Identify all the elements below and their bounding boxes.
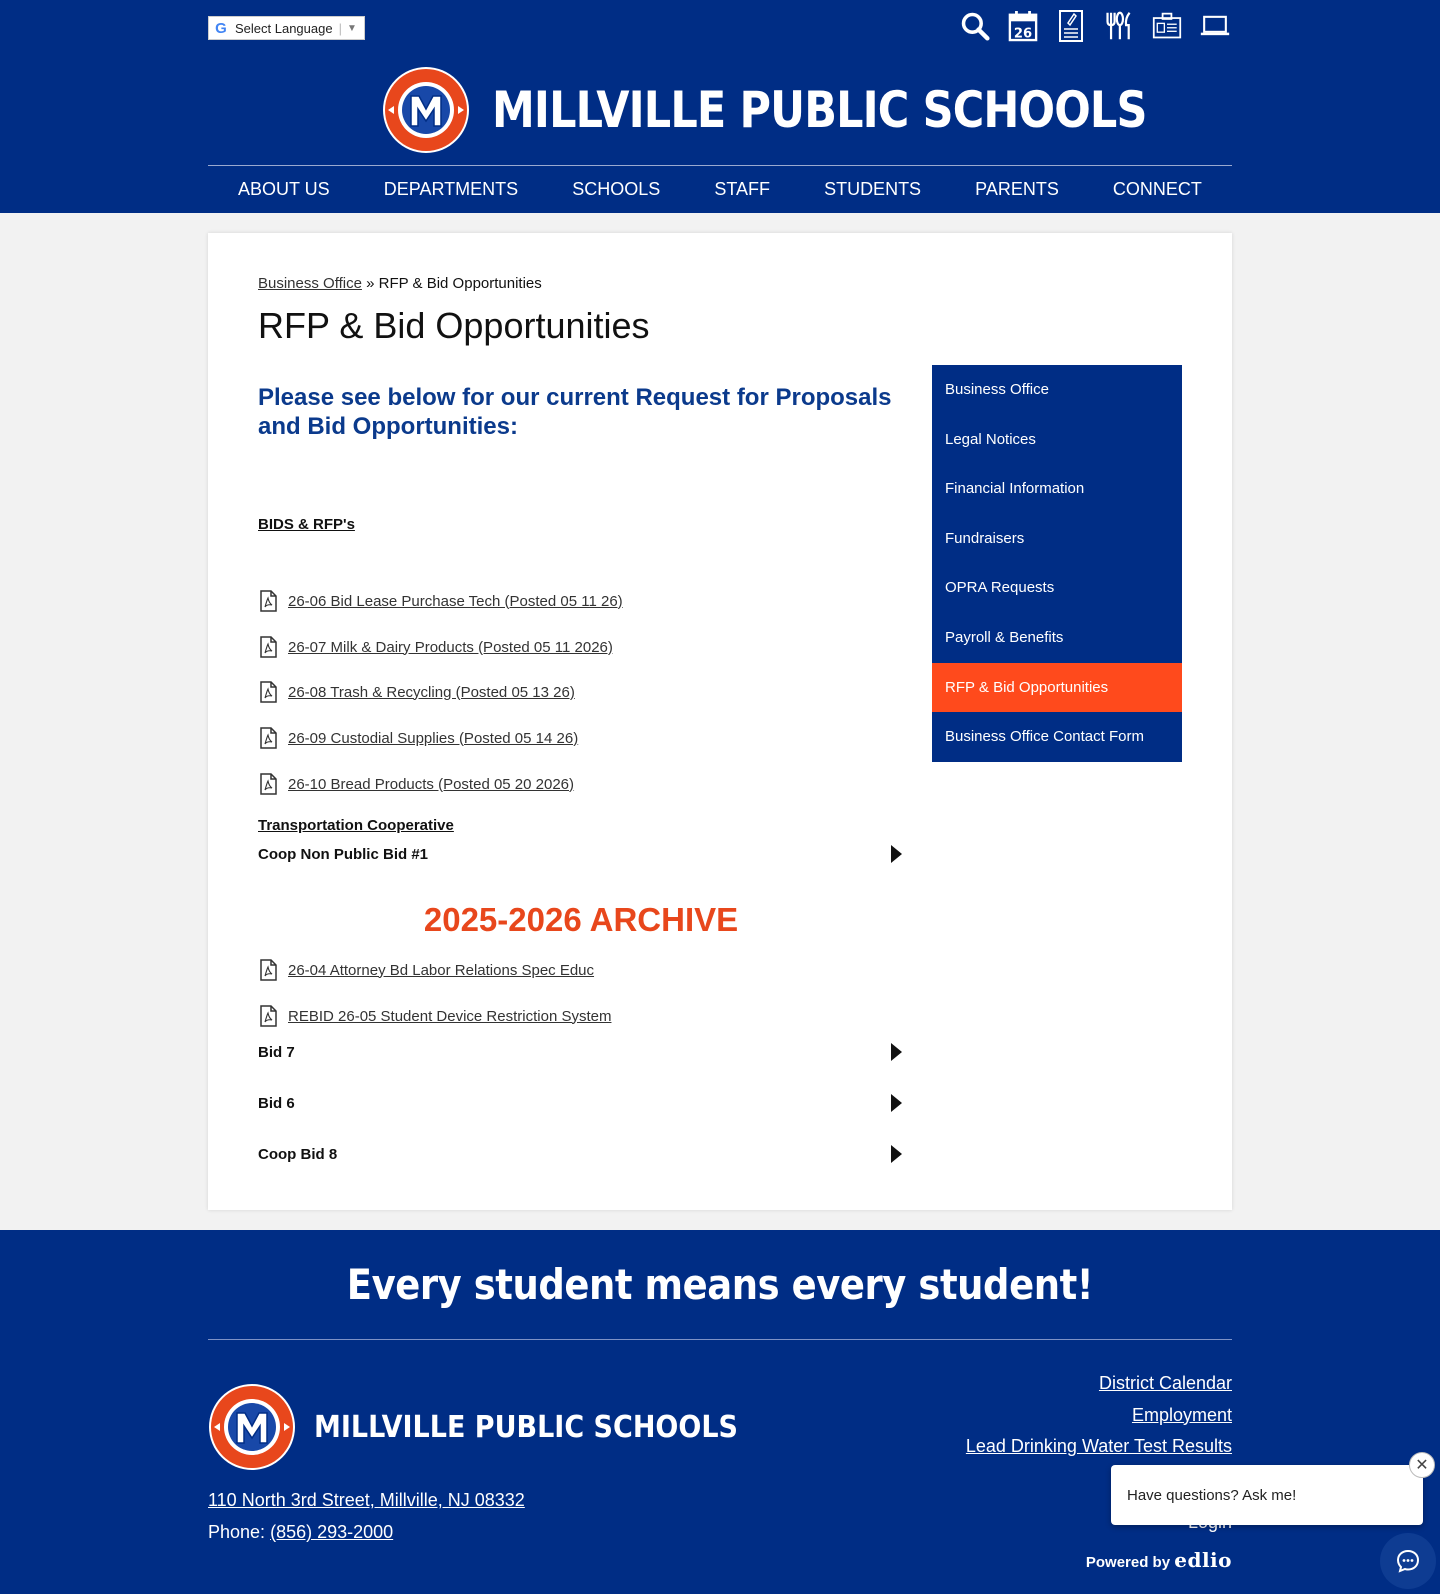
intro-heading: Please see below for our current Request for Proposals and Bid Opportunities: <box>258 384 892 440</box>
breadcrumb-separator: » <box>366 275 375 292</box>
pdf-icon <box>258 773 278 795</box>
site-brand[interactable] <box>382 66 1253 154</box>
chat-bubble-icon <box>1395 1548 1421 1574</box>
accordion-label: Coop Non Public Bid #1 <box>258 845 429 863</box>
subnav-item-financial-information[interactable]: Financial Information <box>945 480 1085 498</box>
subnav-item-payroll-benefits[interactable]: Payroll & Benefits <box>945 628 1064 646</box>
subnav-item-fundraisers[interactable]: Fundraisers <box>945 529 1025 547</box>
quick-links <box>960 8 1230 44</box>
bid-document-link[interactable]: 26-06 Bid Lease Purchase Tech (Posted 05 11 26) <box>288 592 623 610</box>
breadcrumb-current: RFP & Bid Opportunities <box>378 275 542 292</box>
language-select-divider: | <box>338 20 342 36</box>
pdf-icon <box>258 590 278 612</box>
page-title: RFP & Bid Opportunities <box>258 305 650 346</box>
pdf-icon <box>258 681 278 703</box>
footer-phone <box>208 1522 393 1543</box>
laptop-icon[interactable] <box>1200 8 1230 44</box>
document-link-item <box>258 1005 611 1027</box>
chat-prompt-text: Have questions? Ask me! <box>1127 1486 1297 1504</box>
accordion-bid-6[interactable] <box>258 1094 904 1112</box>
subnav-item-opra-requests[interactable]: OPRA Requests <box>945 579 1055 597</box>
footer-tagline: Every student means every student! <box>346 1260 1094 1309</box>
accordion-coop-bid-8[interactable] <box>258 1145 904 1163</box>
calendar-day: 26 <box>1013 26 1033 42</box>
nav-item-staff[interactable]: STAFF <box>714 179 770 199</box>
section-subnav <box>932 365 1182 762</box>
language-select[interactable] <box>208 16 365 40</box>
chat-prompt-bubble[interactable] <box>1111 1465 1423 1525</box>
subnav-item-rfp-bid-opportunities[interactable]: RFP & Bid Opportunities <box>932 663 1182 713</box>
caret-right-icon <box>891 1094 902 1112</box>
nav-item-parents[interactable]: PARENTS <box>975 179 1059 199</box>
document-link-item <box>258 590 623 612</box>
address-link[interactable]: 110 North 3rd Street, Millville, NJ 08332 <box>208 1490 525 1510</box>
document-link-item <box>258 727 578 749</box>
search-icon[interactable] <box>960 8 990 44</box>
caret-right-icon <box>891 1145 902 1163</box>
chevron-down-icon: ▼ <box>346 22 357 34</box>
site-footer <box>0 1230 1440 1594</box>
nav-item-connect[interactable]: CONNECT <box>1112 179 1202 199</box>
bid-document-link[interactable]: 26-10 Bread Products (Posted 05 20 2026) <box>288 775 575 793</box>
bid-document-link[interactable]: 26-09 Custodial Supplies (Posted 05 14 26) <box>288 729 579 747</box>
document-icon[interactable] <box>1056 8 1086 44</box>
footer-divider <box>208 1339 1232 1340</box>
footer-address <box>208 1490 525 1511</box>
newspaper-icon[interactable] <box>1152 8 1182 44</box>
breadcrumb-parent-link[interactable]: Business Office <box>258 275 362 292</box>
site-header <box>0 0 1440 213</box>
footer-brand <box>208 1383 785 1471</box>
breadcrumb <box>258 275 542 292</box>
accordion-label: Bid 6 <box>258 1094 295 1112</box>
bids-heading: BIDS & RFP's <box>258 516 355 533</box>
utensils-icon[interactable] <box>1104 8 1134 44</box>
bid-document-link[interactable]: 26-07 Milk & Dairy Products (Posted 05 11 2026) <box>288 638 613 656</box>
subnav-item-business-office-contact-form[interactable]: Business Office Contact Form <box>945 728 1144 746</box>
document-link-item <box>258 773 574 795</box>
district-seal-logo <box>208 1383 296 1471</box>
document-link-item <box>258 636 613 658</box>
main-nav <box>208 166 1232 213</box>
pdf-icon <box>258 727 278 749</box>
nav-item-departments[interactable]: DEPARTMENTS <box>383 179 519 199</box>
district-seal-logo <box>382 66 470 154</box>
archive-document-link[interactable]: REBID 26-05 Student Device Restriction System <box>288 1007 612 1025</box>
pdf-icon <box>258 1005 278 1027</box>
language-select-label: Select Language <box>235 20 333 36</box>
subnav-item-business-office[interactable]: Business Office <box>945 381 1049 398</box>
chat-launcher-button[interactable] <box>1380 1533 1436 1589</box>
subnav-item-legal-notices[interactable]: Legal Notices <box>945 430 1036 448</box>
accordion-label: Bid 7 <box>258 1043 295 1061</box>
pdf-icon <box>258 636 278 658</box>
footer-link-employment[interactable]: Employment <box>1131 1404 1232 1425</box>
edlio-logo: edlio <box>1174 1548 1232 1572</box>
content-card <box>208 233 1232 1210</box>
footer-link-district-calendar[interactable]: District Calendar <box>1098 1373 1232 1393</box>
accordion-bid-7[interactable] <box>258 1043 904 1061</box>
accordion-label: Coop Bid 8 <box>258 1145 338 1163</box>
nav-item-about-us[interactable]: ABOUT US <box>238 179 330 199</box>
close-icon[interactable]: ✕ <box>1409 1452 1435 1478</box>
powered-by-label: Powered by <box>1085 1554 1171 1571</box>
document-link-item <box>258 681 575 703</box>
google-icon: G <box>215 19 227 37</box>
pdf-icon <box>258 959 278 981</box>
nav-item-schools[interactable]: SCHOOLS <box>572 179 661 199</box>
powered-by[interactable] <box>1086 1548 1232 1572</box>
footer-link-lead-water[interactable]: Lead Drinking Water Test Results <box>965 1436 1232 1457</box>
calendar-icon[interactable] <box>1008 8 1038 44</box>
archive-heading: 2025-2026 ARCHIVE <box>423 901 739 938</box>
accordion-coop-non-public-bid[interactable] <box>258 845 904 863</box>
caret-right-icon <box>891 845 902 863</box>
nav-item-students[interactable]: STUDENTS <box>824 179 922 199</box>
footer-title: MILLVILLE PUBLIC SCHOOLS <box>314 1409 738 1445</box>
transportation-heading: Transportation Cooperative <box>258 817 454 834</box>
phone-label: Phone: <box>208 1522 266 1542</box>
caret-right-icon <box>891 1043 902 1061</box>
document-link-item <box>258 959 594 981</box>
phone-link[interactable]: (856) 293-2000 <box>270 1522 394 1542</box>
site-title: MILLVILLE PUBLIC SCHOOLS <box>492 81 1147 139</box>
bid-document-link[interactable]: 26-08 Trash & Recycling (Posted 05 13 26) <box>288 683 575 701</box>
archive-document-link[interactable]: 26-04 Attorney Bd Labor Relations Spec Educ <box>288 961 595 979</box>
